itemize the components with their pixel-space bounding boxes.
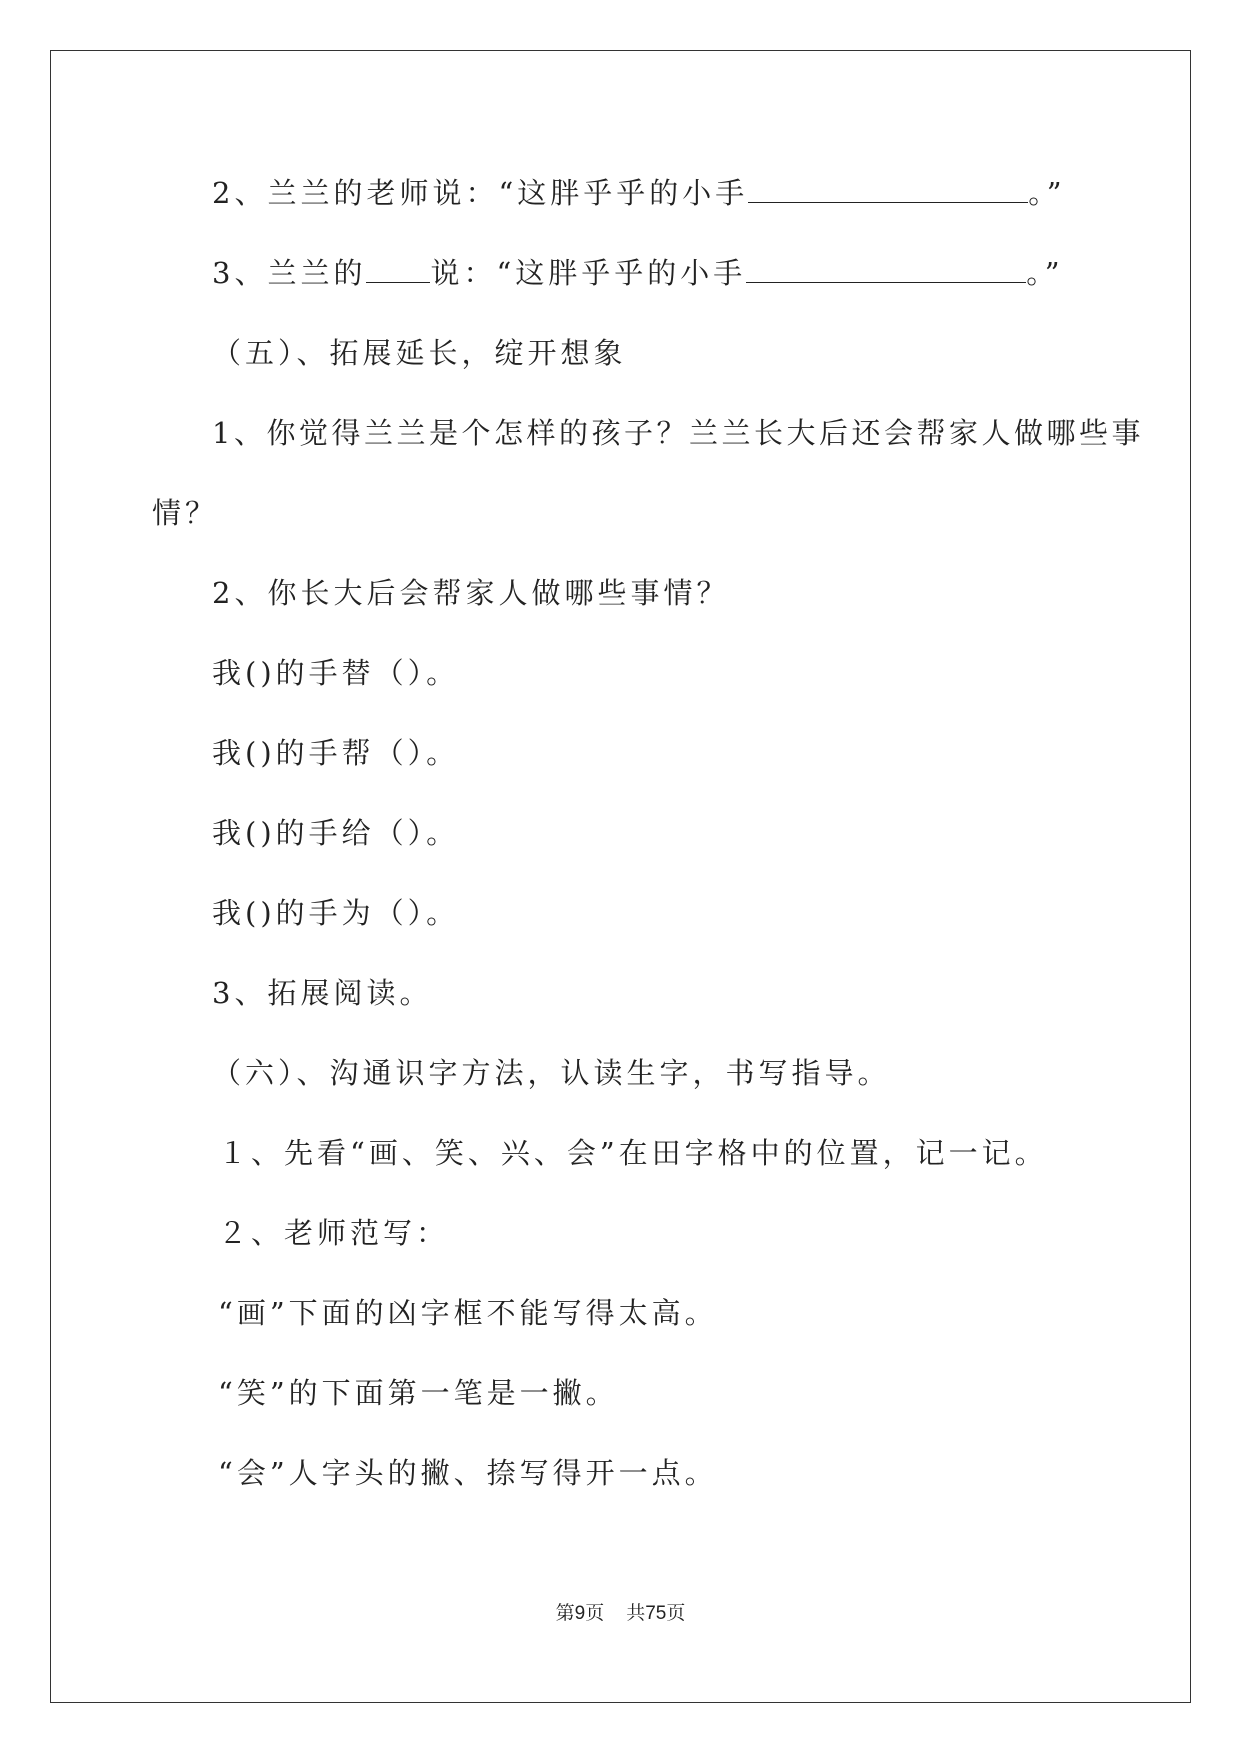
fill-blank xyxy=(748,176,1028,203)
total-page-count: 75 xyxy=(645,1603,667,1624)
paragraph-line: “笑”的下面第一笔是一撇。 xyxy=(218,1376,619,1410)
paragraph-line: “画”下面的凶字框不能写得太高。 xyxy=(218,1296,718,1330)
current-page-number: 9 xyxy=(574,1603,586,1624)
paragraph-line: 我()的手帮（）。 xyxy=(212,736,460,770)
text-segment: 。” xyxy=(1026,256,1064,290)
footer-total-prefix: 共 xyxy=(626,1602,646,1624)
fill-blank xyxy=(746,256,1026,283)
text-segment: 说：“这胖乎乎的小手 xyxy=(430,256,747,290)
section-heading-six: （六）、沟通识字方法，认读生字，书写指导。 xyxy=(212,1056,891,1090)
paragraph-line: 情？ xyxy=(152,496,219,530)
fill-blank xyxy=(366,256,430,283)
text-line-someone-says xyxy=(212,253,1064,293)
text-line-teacher-says xyxy=(212,173,1066,213)
footer-mid: 页 xyxy=(585,1602,605,1624)
paragraph-line: 1、你觉得兰兰是个怎样的孩子？兰兰长大后还会帮家人做哪些事 xyxy=(212,416,1144,450)
text-segment: 3、兰兰的 xyxy=(212,256,367,290)
section-heading-five: （五）、拓展延长，绽开想象 xyxy=(212,336,627,370)
paragraph-line: 我()的手给（）。 xyxy=(212,816,460,850)
paragraph-line: １、先看“画、笑、兴、会”在田字格中的位置，记一记。 xyxy=(218,1136,1048,1170)
text-segment: 。” xyxy=(1028,176,1066,210)
paragraph-line: 我()的手为（）。 xyxy=(212,896,460,930)
paragraph-line: 2、你长大后会帮家人做哪些事情？ xyxy=(212,576,730,610)
paragraph-line: “会”人字头的撇、捺写得开一点。 xyxy=(218,1456,718,1490)
paragraph-line: 我()的手替（）。 xyxy=(212,656,460,690)
paragraph-line: ２、老师范写： xyxy=(218,1216,450,1250)
paragraph-line: 3、拓展阅读。 xyxy=(212,976,433,1010)
text-segment: 2、兰兰的老师说：“这胖乎乎的小手 xyxy=(212,176,749,210)
footer-suffix: 页 xyxy=(666,1602,686,1624)
footer-prefix: 第 xyxy=(555,1602,575,1624)
page-footer xyxy=(0,1600,1241,1627)
